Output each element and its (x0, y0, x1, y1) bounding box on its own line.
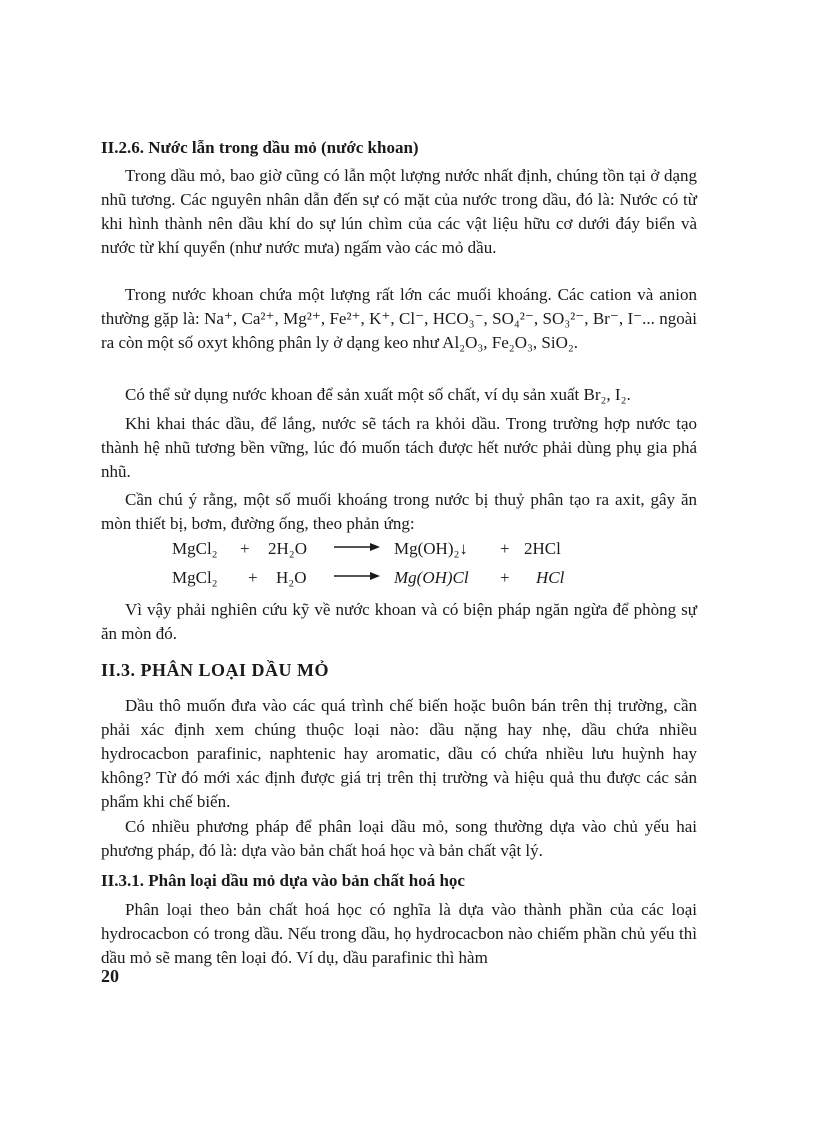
paragraph-text: Có nhiều phương pháp để phân loại dầu mỏ, song thường dựa vào chủ yếu hai phương pháp, đó là: dựa vào bản chất hoá học và bản chất vật lý. (101, 817, 697, 860)
paragraph-text: Cần chú ý rằng, một số muối khoáng trong nước bị thuỷ phân tạo ra axit, gây ăn mòn thiết bị, bơm, đường ống, theo phản ứng: (101, 490, 697, 533)
eq2-rhs1: Mg(OH)Cl (394, 568, 469, 587)
eq1-plus2: + (500, 539, 510, 558)
eq1-lhs1: MgCl₂ (172, 539, 218, 558)
paragraph-text: Phân loại theo bản chất hoá học có nghĩa là dựa vào thành phần của các loại hydrocacbon có trong dầu. Nếu trong dầu, họ hydrocacbon nào chiếm phần chủ yếu thì dầu mỏ sẽ mang tên loại đó. Ví dụ, dầu parafinic thì hàm (101, 900, 697, 967)
eq1-plus: + (240, 539, 250, 558)
paragraph (101, 412, 697, 484)
eq2-rhs2: HCl (536, 568, 565, 587)
paragraph-text: Vì vậy phải nghiên cứu kỹ về nước khoan và có biện pháp ngăn ngừa để phòng sự ăn mòn đó. (101, 600, 697, 643)
eq2-plus: + (248, 568, 258, 587)
paragraph-text: Khi khai thác dầu, để lắng, nước sẽ tách ra khỏi dầu. Trong trường hợp nước tạo thành hệ nhũ tương bền vững, lúc đó muốn tách được hết nước phải dùng phụ gia phá nhũ. (101, 414, 697, 481)
paragraph-text: Dầu thô muốn đưa vào các quá trình chế biến hoặc buôn bán trên thị trường, cần phải xác định xem chúng thuộc loại nào: dầu nặng hay nhẹ, dầu chứa nhiều hydrocacbon parafinic, naphtenic hay aromatic, dầu có chứa nhiều lưu huỳnh hay không? Từ đó mới xác định được giá trị trên thị trường và hiệu quả thu được các sản phẩm khi chế biến. (101, 696, 697, 811)
paragraph (101, 283, 697, 355)
paragraph (101, 694, 697, 814)
section-heading-2-3-1: II.3.1. Phân loại dầu mỏ dựa vào bản chất hoá học (101, 871, 465, 890)
section-heading-2-3: II.3. PHÂN LOẠI DẦU MỎ (101, 660, 330, 680)
paragraph (101, 598, 697, 646)
section-heading-2-2-6: II.2.6. Nước lẫn trong dầu mỏ (nước khoan) (101, 138, 419, 157)
eq1-rhs2: 2HCl (524, 539, 561, 558)
paragraph (101, 164, 697, 260)
paragraph (101, 383, 697, 407)
paragraph (101, 898, 697, 970)
paragraph-text: Trong dầu mỏ, bao giờ cũng có lẫn một lượng nước nhất định, chúng tồn tại ở dạng nhũ tương. Các nguyên nhân dẫn đến sự có mặt của nước trong dầu, đó là: Nước có từ khi hình thành nên dầu khí do sự lún chìm của các vật liệu hữu cơ dưới đáy biển và nước từ khí quyển (như nước mưa) ngấm vào các mỏ dầu. (101, 166, 697, 257)
paragraph-text: Có thể sử dụng nước khoan để sản xuất một số chất, ví dụ sản xuất Br₂, I₂. (125, 385, 631, 404)
eq2-lhs1: MgCl₂ (172, 568, 218, 587)
eq2-plus2: + (500, 568, 510, 587)
eq1-rhs1: Mg(OH)₂↓ (394, 539, 468, 558)
arrow-icon (332, 566, 382, 593)
paragraph (101, 488, 697, 536)
eq2-lhs2: H₂O (276, 568, 307, 587)
paragraph-text: Trong nước khoan chứa một lượng rất lớn các muối khoáng. Các cation và anion thường gặp là: Na⁺, Ca²⁺, Mg²⁺, Fe²⁺, K⁺, Cl⁻, HCO₃⁻, SO₄²⁻, SO₃²⁻, Br⁻, I⁻... ngoài ra còn một số oxyt không phân ly ở dạng keo như Al₂O₃, Fe₂O₃, SiO₂. (101, 285, 697, 352)
arrow-icon (332, 537, 382, 564)
paragraph (101, 815, 697, 863)
eq1-lhs2: 2H₂O (268, 539, 307, 558)
page-number: 20 (101, 966, 119, 986)
